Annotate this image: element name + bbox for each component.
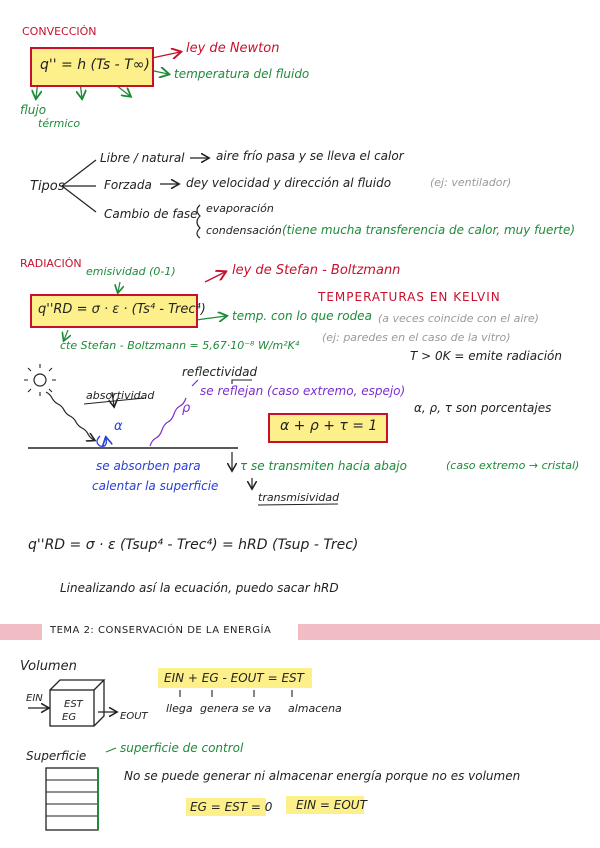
transmit-extreme-note: (caso extremo → cristal) bbox=[446, 459, 580, 472]
air-coincide-note: (a veces coincide con el aire) bbox=[378, 312, 539, 325]
cube-ein: EIN bbox=[26, 693, 43, 704]
cube-eg: EG bbox=[62, 712, 77, 723]
absorptivity-label: absortividad bbox=[86, 389, 155, 402]
tipo-evaporacion: evaporación bbox=[206, 202, 274, 215]
surrounding-temp-label: temp. con lo que rodea bbox=[232, 309, 372, 323]
linearized-formula: q''RD = σ · ε (Tsup⁴ - Trec⁴) = hRD (Tsup - Trec) bbox=[28, 537, 359, 553]
surface-note: No se puede generar ni almacenar energía porque no es volumen bbox=[124, 769, 521, 783]
newton-law-label: ley de Newton bbox=[186, 41, 280, 56]
tipo-condensacion: condensación bbox=[206, 224, 282, 237]
emissivity-label: emisividad (0-1) bbox=[86, 265, 176, 278]
emission-condition: T > 0K = emite radiación bbox=[410, 349, 562, 363]
radiation-formula: q''RD = σ · ε · (Ts⁴ - Trec⁴) bbox=[38, 302, 206, 317]
convection-title: CONVECCIÓN bbox=[22, 25, 97, 38]
tema2-banner-right bbox=[298, 624, 600, 640]
sum-formula: α + ρ + τ = 1 bbox=[280, 418, 378, 434]
rho-symbol: ρ bbox=[182, 401, 191, 416]
alpha-symbol: α bbox=[114, 419, 123, 434]
cube-est: EST bbox=[64, 699, 83, 710]
tipo-forzada: Forzada bbox=[104, 178, 152, 192]
reflect-note: se reflejan (caso extremo, espejo) bbox=[200, 384, 406, 398]
energy-equation: EIN + EG - EOUT = EST bbox=[164, 671, 304, 685]
word-almacena: almacena bbox=[288, 702, 342, 715]
flux-label-1: flujo bbox=[20, 103, 47, 117]
radiation-title: RADIACIÓN bbox=[20, 257, 82, 270]
surface-eq1: EG = EST = 0 bbox=[190, 800, 273, 814]
word-genera: genera bbox=[200, 702, 239, 715]
tipo-libre-desc: aire frío pasa y se lleva el calor bbox=[216, 149, 404, 163]
transmissivity-label: transmisividad bbox=[258, 491, 340, 504]
cube-eout: EOUT bbox=[120, 711, 148, 722]
percentages-note: α, ρ, τ son porcentajes bbox=[414, 401, 552, 415]
linearize-note: Linealizando así la ecuación, puedo sacar hRD bbox=[60, 581, 339, 595]
flux-label-2: térmico bbox=[38, 117, 81, 130]
stefan-law-label: ley de Stefan - Boltzmann bbox=[232, 263, 401, 278]
control-surface-label: superficie de control bbox=[120, 741, 244, 755]
word-se-va: se va bbox=[242, 702, 272, 715]
tipo-forzada-desc: dey velocidad y dirección al fluido bbox=[186, 176, 392, 190]
fluid-temp-label: temperatura del fluido bbox=[174, 67, 310, 81]
tipo-forzada-note: (ej: ventilador) bbox=[430, 176, 512, 189]
transmit-note: τ se transmiten hacia abajo bbox=[240, 459, 407, 473]
reflectivity-label: reflectividad bbox=[182, 365, 258, 379]
kelvin-note: TEMPERATURAS EN KELVIN bbox=[318, 290, 501, 304]
volumen-label: Volumen bbox=[20, 659, 77, 674]
tipo-libre: Libre / natural bbox=[100, 151, 185, 165]
walls-note: (ej: paredes en el caso de la vitro) bbox=[322, 331, 511, 344]
tema2-title: TEMA 2: CONSERVACIÓN DE LA ENERGÍA bbox=[50, 625, 272, 636]
word-llega: llega bbox=[166, 702, 193, 715]
stefan-constant: cte Stefan - Boltzmann = 5,67·10⁻⁸ W/m²K⁴ bbox=[60, 339, 300, 352]
tipo-cambio-note: (tiene mucha transferencia de calor, muy fuerte) bbox=[282, 223, 576, 237]
tipos-label: Tipos bbox=[30, 179, 65, 194]
superficie-label: Superficie bbox=[26, 749, 87, 763]
tema2-banner-left bbox=[0, 624, 42, 640]
absorb-note-1: se absorben para bbox=[96, 459, 201, 473]
tipo-cambio-fase: Cambio de fase bbox=[104, 207, 198, 221]
absorb-note-2: calentar la superficie bbox=[92, 479, 219, 493]
convection-formula: q'' = h (Ts - T∞) bbox=[40, 57, 150, 73]
surface-eq2: EIN = EOUT bbox=[296, 798, 367, 812]
